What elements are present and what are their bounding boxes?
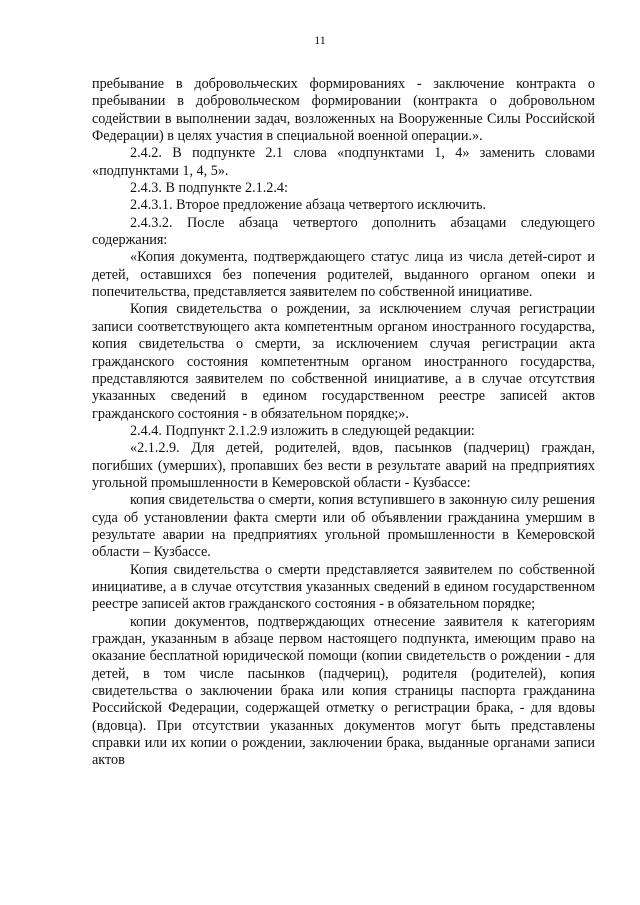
paragraph: 2.4.2. В подпункте 2.1 слова «подпунктами 1, 4» заменить словами «подпунктами 1, 4, 5». [92,145,595,179]
paragraph: 2.4.3. В подпункте 2.1.2.4: [130,180,288,197]
paragraph: копии документов, подтверждающих отнесение заявителя к категориям граждан, указанным в абзаце первом настоящего подпункта, имеющим право на оказание бесплатной юридической помощи (копии свидетельств о рождении - для детей, в том числе пасынков (падчериц), родителя (родителей), копия свидетельства о заключении брака или копия страницы паспорта гражданина Российской Федерации, содержащей отметку о регистрации брака, - для вдовы (вдовца). При отсутствии указанных документов могут быть представлены справки или их копии о рождении, заключении брака, выданные органами записи актов [92,613,595,769]
paragraph: Копия свидетельства о рождении, за исключением случая регистрации записи соответствующего акта компетентным органом иностранного государства, копия свидетельства о смерти, за исключением случая регистрации акта гражданского состояния компетентным органом иностранного государства, представляются заявителем по собственной инициативе, а в случае отсутствия указанных сведений в едином государственном реестре записей актов гражданского состояния - в обязательном порядке;». [92,301,595,422]
paragraph: копия свидетельства о смерти, копия вступившего в законную силу решения суда об установлении факта смерти или об объявлении гражданина умершим в результате аварии на предприятиях угольной промышленности в Кемеровской области – Кузбассе. [92,492,595,561]
paragraph: 2.4.3.1. Второе предложение абзаца четвертого исключить. [130,197,487,214]
paragraph: 2.4.4. Подпункт 2.1.2.9 изложить в следующей редакции: [130,422,475,439]
page-number: 11 [314,33,326,47]
paragraph: пребывание в добровольческих формированиях - заключение контракта о пребывании в добровольческом формировании (контракта о добровольном содействии в выполнении задач, возложенных на Вооруженные Силы Российской Федерации) в целях участия в специальной военной операции.». [92,76,595,145]
paragraph: 2.4.3.2. После абзаца четвертого дополнить абзацами следующего содержания: [92,214,595,249]
document-body [92,76,595,770]
paragraph: «2.1.2.9. Для детей, родителей, вдов, пасынков (падчериц) граждан, погибших (умерших), пропавших без вести в результате аварий на предприятиях угольной промышленности в Кемеровской области - Кузбассе: [92,440,595,491]
paragraph: «Копия документа, подтверждающего статус лица из числа детей-сирот и детей, оставшихся без попечения родителей, выданного органом опеки и попечительства, представляется заявителем по собственной инициативе. [92,249,595,301]
paragraph: Копия свидетельства о смерти представляется заявителем по собственной инициативе, а в случае отсутствия указанных сведений в едином государственном реестре записей актов гражданского состояния - в обязательном порядке; [92,561,595,613]
